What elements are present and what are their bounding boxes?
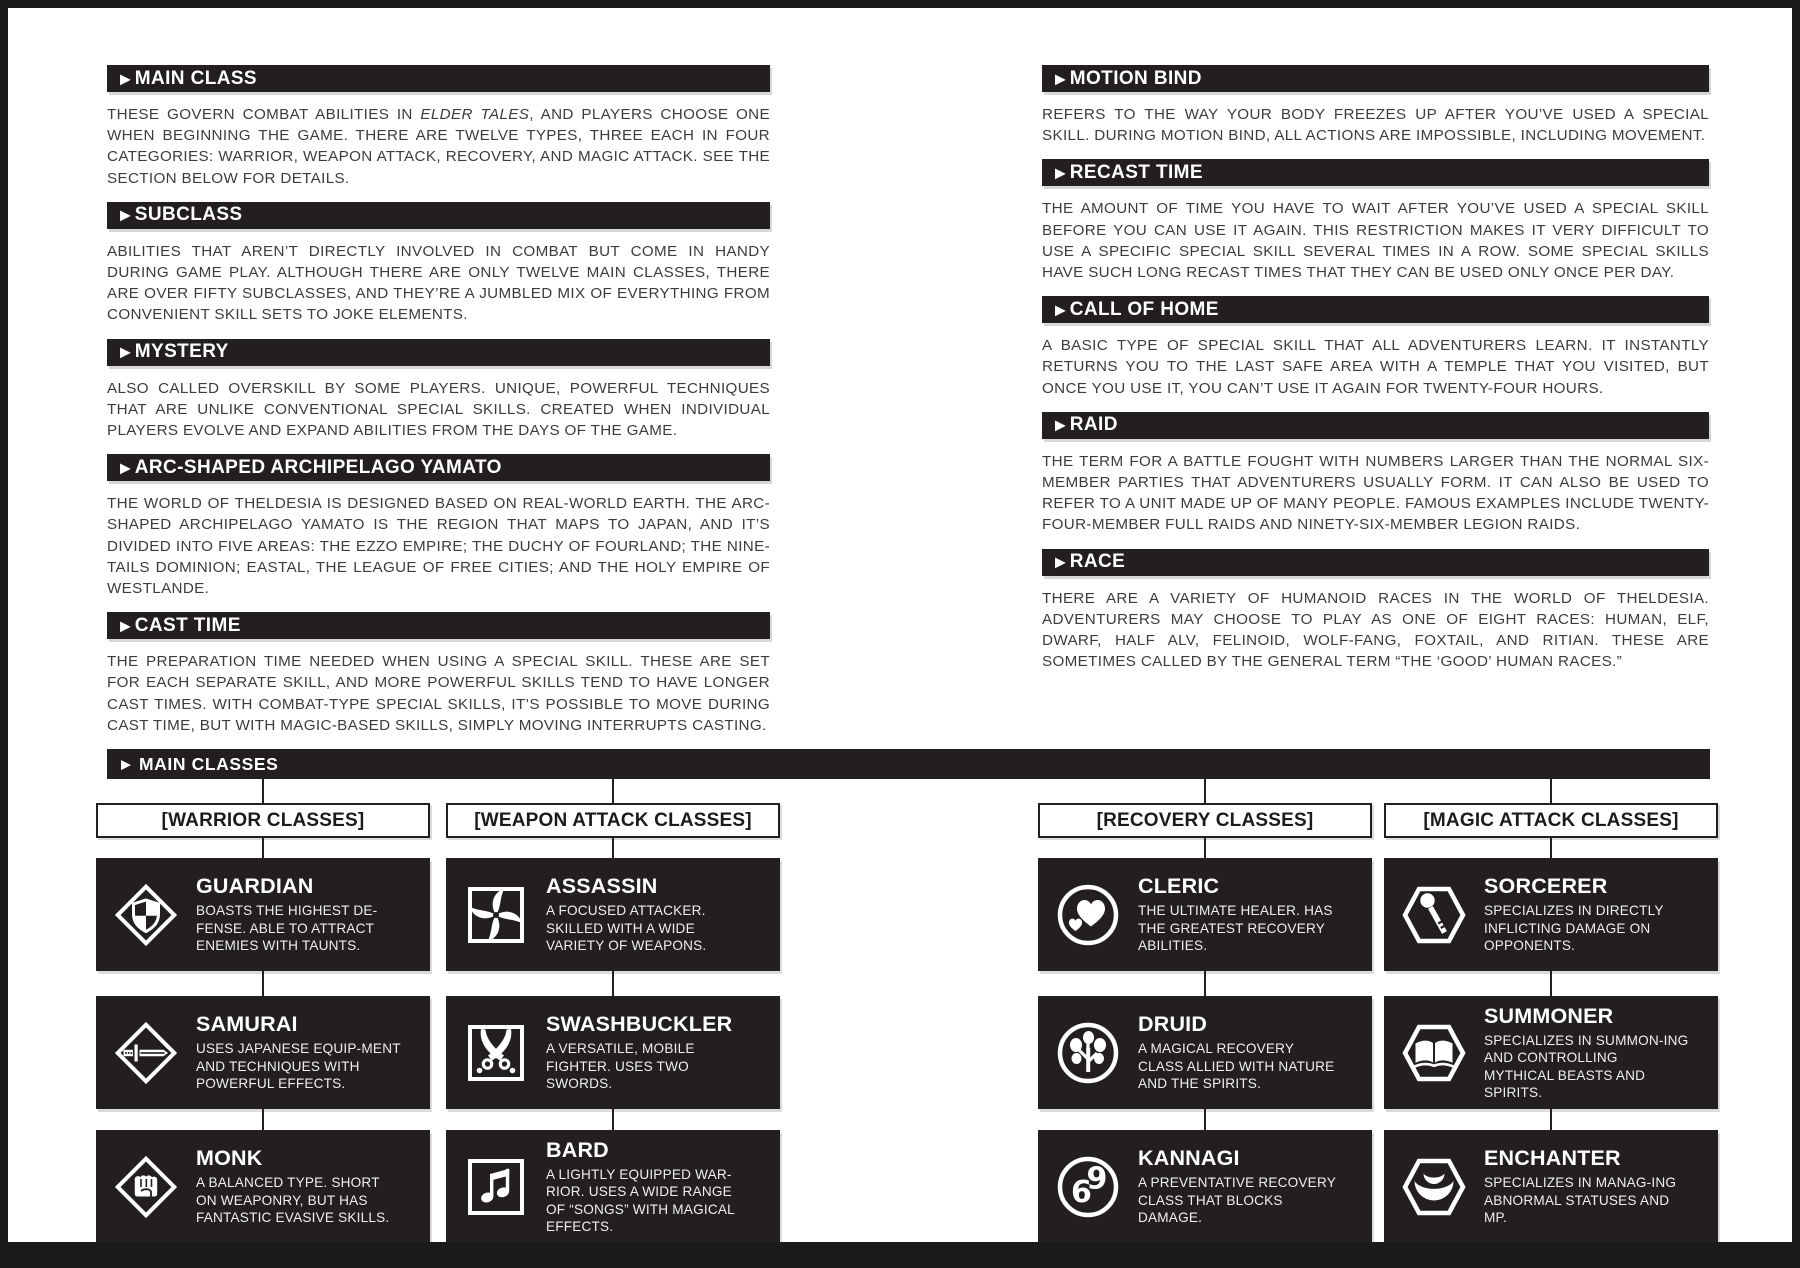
section-title: SUBCLASS bbox=[134, 204, 243, 226]
section-header bbox=[1042, 549, 1709, 576]
connector-line bbox=[1204, 971, 1206, 996]
section-title: ARC-SHAPED ARCHIPELAGO YAMATO bbox=[134, 456, 502, 478]
triangle-marker-icon: ▶ bbox=[1055, 301, 1066, 318]
class-desc: A BALANCED TYPE. SHORT ON WEAPONRY, BUT HAS FANTASTIC EVASIVE SKILLS. bbox=[196, 1175, 390, 1226]
class-name: GUARDIAN bbox=[196, 874, 314, 899]
section-body: THE WORLD OF THELDESIA IS DESIGNED BASED ON REAL-WORLD EARTH. THE ARC-SHAPED ARCHIPELAGO YAMATO IS THE REGION THAT MAPS TO JAPAN, AND IT’S DIVIDED INTO FIVE AREAS: THE EZZO EMPIRE; THE DUCHY OF FOURLAND; THE NINE-TAILS DOMINION; EASTAL, THE LEAGUE OF FREE CITIES; AND THE HOLY EMPIRE OF WESTLANDE. bbox=[107, 495, 770, 598]
class-name: SUMMONER bbox=[1484, 1003, 1614, 1028]
katana-sword-icon bbox=[96, 1014, 196, 1092]
connector-line bbox=[1204, 779, 1206, 803]
section-title: CAST TIME bbox=[134, 614, 241, 636]
tree-icon bbox=[1038, 1014, 1138, 1092]
section-header bbox=[107, 612, 770, 639]
section-header bbox=[1042, 159, 1709, 186]
connector-line bbox=[262, 838, 264, 858]
section-header bbox=[1042, 412, 1709, 439]
section-header bbox=[1042, 296, 1709, 323]
class-card-kannagi bbox=[1038, 1130, 1372, 1243]
class-tree bbox=[96, 779, 1718, 1243]
section-body: THE TERM FOR A BATTLE FOUGHT WITH NUMBERS LARGER THAN THE NORMAL SIX-MEMBER PARTIES THAT ADVENTURERS USUALLY FORM. IT CAN ALSO BE USED TO REFER TO A UNIT MADE UP OF MANY PEOPLE. FAMOUS EXAMPLES INCLUDE TWENTY-FOUR-MEMBER FULL RAIDS AND NINETY-SIX-MEMBER LEGION RAIDS. bbox=[1042, 452, 1709, 534]
shuriken-icon bbox=[446, 876, 546, 954]
section-title: RACE bbox=[1069, 551, 1126, 573]
section-body: A BASIC TYPE OF SPECIAL SKILL THAT ALL ADVENTURERS LEARN. IT INSTANTLY RETURNS YOU TO THE LAST SAFE AREA WITH A TEMPLE THAT YOU VISITED, BUT ONCE YOU USE IT, YOU CAN’T USE IT AGAIN FOR TWENTY-FOUR HOURS. bbox=[1042, 337, 1709, 397]
class-name: KANNAGI bbox=[1138, 1146, 1240, 1171]
class-desc: A LIGHTLY EQUIPPED WAR-RIOR. USES A WIDE RANGE OF “SONGS” WITH MAGICAL EFFECTS. bbox=[546, 1166, 735, 1234]
svg-text:6: 6 bbox=[1071, 1174, 1092, 1210]
class-card-monk bbox=[96, 1130, 430, 1243]
class-card-samurai bbox=[96, 996, 430, 1109]
magic-attack-classes-column bbox=[1384, 779, 1718, 1243]
glossary-left-column bbox=[107, 65, 770, 749]
section-body bbox=[107, 104, 770, 189]
section-body: THERE ARE A VARIETY OF HUMANOID RACES IN THE WORLD OF THELDESIA. ADVENTURERS MAY CHOOSE TO PLAY AS ONE OF EIGHT RACES: HUMAN, ELF, DWARF, HALF ALV, FELINOID, WOLF-FANG, FOXTAIL, AND RITIAN. THESE ARE SOMETIMES CALLED BY THE GENERAL TERM “THE ‘GOOD’ HUMAN RACES.” bbox=[1042, 589, 1709, 671]
weapon-attack-classes-column bbox=[446, 779, 780, 1243]
connector-line bbox=[262, 971, 264, 996]
recovery-classes-column bbox=[1038, 779, 1372, 1243]
triangle-marker-icon: ▶ bbox=[120, 459, 131, 476]
section-header bbox=[1042, 65, 1709, 92]
class-desc: A MAGICAL RECOVERY CLASS ALLIED WITH NATURE AND THE SPIRITS. bbox=[1138, 1041, 1335, 1092]
class-desc: A VERSATILE, MOBILE FIGHTER. USES TWO SWORDS. bbox=[546, 1041, 695, 1092]
class-desc: A PREVENTATIVE RECOVERY CLASS THAT BLOCKS DAMAGE. bbox=[1138, 1175, 1336, 1226]
body-text: , AND PLAYERS CHOOSE ONE WHEN BEGINNING THE GAME. THERE ARE TWELVE TYPES, THREE EACH IN FOUR CATEGORIES: WARRIOR, WEAPON ATTACK, RECOVERY, AND MAGIC ATTACK. SEE THE SECTION BELOW FOR DETAILS. bbox=[107, 106, 770, 187]
crossed-swords-icon bbox=[446, 1014, 546, 1092]
class-name: ASSASSIN bbox=[546, 874, 658, 899]
connector-line bbox=[1550, 779, 1552, 803]
connector-line bbox=[1550, 1109, 1552, 1130]
body-text-italic: ELDER TALES bbox=[420, 106, 530, 123]
magatama-69-icon bbox=[1038, 1148, 1138, 1226]
clenched-fist-icon bbox=[96, 1148, 196, 1226]
triangle-marker-icon: ▶ bbox=[120, 617, 131, 634]
class-desc: SPECIALIZES IN MANAG-ING ABNORMAL STATUSES AND MP. bbox=[1484, 1175, 1677, 1226]
section-title: MAIN CLASS bbox=[134, 67, 258, 89]
main-classes-title: MAIN CLASSES bbox=[139, 753, 279, 774]
glossary-entry-race bbox=[1042, 549, 1709, 673]
connector-line bbox=[612, 971, 614, 996]
triangle-marker-icon: ▶ bbox=[1055, 164, 1066, 181]
glossary-entry-raid bbox=[1042, 412, 1709, 536]
music-notes-icon bbox=[446, 1148, 546, 1226]
section-title: CALL OF HOME bbox=[1069, 298, 1219, 320]
triangle-marker-icon: ▶ bbox=[121, 756, 131, 772]
class-desc: A FOCUSED ATTACKER. SKILLED WITH A WIDE VARIETY OF WEAPONS. bbox=[546, 903, 707, 954]
glossary-entry-call-of-home bbox=[1042, 296, 1709, 399]
class-name: DRUID bbox=[1138, 1012, 1208, 1037]
section-title: MOTION BIND bbox=[1069, 67, 1202, 89]
connector-line bbox=[262, 1109, 264, 1130]
class-card-assassin bbox=[446, 858, 780, 971]
quartered-shield-icon bbox=[96, 876, 196, 954]
class-name: CLERIC bbox=[1138, 874, 1220, 899]
class-name: SAMURAI bbox=[196, 1012, 298, 1037]
body-text: THESE GOVERN COMBAT ABILITIES IN bbox=[107, 106, 421, 123]
section-header bbox=[107, 202, 770, 229]
class-card-swashbuckler bbox=[446, 996, 780, 1109]
glossary-entry-yamato bbox=[107, 454, 770, 599]
class-desc: BOASTS THE HIGHEST DE-FENSE. ABLE TO ATTRACT ENEMIES WITH TAUNTS. bbox=[196, 903, 378, 954]
category-box-magic-attack: [MAGIC ATTACK CLASSES] bbox=[1384, 803, 1718, 838]
class-desc: THE ULTIMATE HEALER. HAS THE GREATEST RECOVERY ABILITIES. bbox=[1138, 903, 1333, 954]
connector-line bbox=[1204, 838, 1206, 858]
glossary-right-column bbox=[1042, 65, 1709, 685]
main-classes-header bbox=[107, 749, 1710, 779]
class-name: SWASHBUCKLER bbox=[546, 1012, 733, 1037]
connector-line bbox=[262, 779, 264, 803]
class-name: SORCERER bbox=[1484, 874, 1608, 899]
class-card-enchanter bbox=[1384, 1130, 1718, 1243]
section-body: THE AMOUNT OF TIME YOU HAVE TO WAIT AFTER YOU’VE USED A SPECIAL SKILL BEFORE YOU CAN USE IT AGAIN. THIS RESTRICTION MAKES IT VERY DIFFICULT TO USE A SPECIFIC SPECIAL SKILL SEVERAL TIMES IN A ROW. SOME SPECIAL SKILLS HAVE SUCH LONG RECAST TIMES THAT THEY CAN BE USED ONLY ONCE PER DAY. bbox=[1042, 200, 1709, 282]
section-body: ABILITIES THAT AREN’T DIRECTLY INVOLVED IN COMBAT BUT COME IN HANDY DURING GAME PLAY. ALTHOUGH THERE ARE ONLY TWELVE MAIN CLASSES, THERE ARE OVER FIFTY SUBCLASSES, AND THEY’RE A JUMBLED MIX OF EVERYTHING FROM CONVENIENT SKILL SETS TO JOKE ELEMENTS. bbox=[107, 242, 770, 324]
magic-wand-icon bbox=[1384, 876, 1484, 954]
category-box-weapon-attack: [WEAPON ATTACK CLASSES] bbox=[446, 803, 780, 838]
section-title: MYSTERY bbox=[134, 341, 229, 363]
section-body: THE PREPARATION TIME NEEDED WHEN USING A SPECIAL SKILL. THESE ARE SET FOR EACH SEPARATE SKILL, AND MORE POWERFUL SKILLS TEND TO HAVE LONGER CAST TIMES. WITH COMBAT-TYPE SPECIAL SKILLS, IT’S POSSIBLE TO MOVE DURING CAST TIME, BUT WITH MAGIC-BASED SKILLS, SIMPLY MOVING INTERRUPTS CASTING. bbox=[107, 653, 770, 734]
glossary-entry-main-class bbox=[107, 65, 770, 189]
class-card-bard bbox=[446, 1130, 780, 1243]
section-header bbox=[107, 65, 770, 92]
class-card-guardian bbox=[96, 858, 430, 971]
connector-line bbox=[1204, 1109, 1206, 1130]
triangle-marker-icon: ▶ bbox=[120, 343, 131, 360]
glossary bbox=[107, 65, 1718, 749]
category-box-recovery: [RECOVERY CLASSES] bbox=[1038, 803, 1372, 838]
triangle-marker-icon: ▶ bbox=[1055, 416, 1066, 433]
section-body: ALSO CALLED OVERSKILL BY SOME PLAYERS. UNIQUE, POWERFUL TECHNIQUES THAT ARE UNLIKE CONVENTIONAL SPECIAL SKILLS. CREATED WHEN INDIVIDUAL PLAYERS EVOLVE AND EXPAND ABILITIES FROM THE DAYS OF THE GAME. bbox=[107, 379, 770, 440]
connector-line bbox=[612, 838, 614, 858]
connector-line bbox=[1550, 971, 1552, 996]
class-name: MONK bbox=[196, 1146, 263, 1171]
connector-line bbox=[612, 1109, 614, 1130]
class-card-sorcerer bbox=[1384, 858, 1718, 971]
warrior-classes-column bbox=[96, 779, 430, 1243]
triangle-marker-icon: ▶ bbox=[1055, 70, 1066, 86]
glossary-entry-recast-time bbox=[1042, 159, 1709, 283]
section-title: RECAST TIME bbox=[1069, 161, 1203, 183]
class-desc: USES JAPANESE EQUIP-MENT AND TECHNIQUES WITH POWERFUL EFFECTS. bbox=[196, 1041, 401, 1092]
triangle-marker-icon: ▶ bbox=[1055, 553, 1066, 570]
class-name: BARD bbox=[546, 1137, 609, 1162]
class-desc: SPECIALIZES IN SUMMON-ING AND CONTROLLING MYTHICAL BEASTS AND SPIRITS. bbox=[1484, 1032, 1689, 1100]
class-desc: SPECIALIZES IN DIRECTLY INFLICTING DAMAGE ON OPPONENTS. bbox=[1484, 903, 1664, 954]
page-content bbox=[8, 8, 1792, 1243]
class-card-cleric bbox=[1038, 858, 1372, 971]
glossary-entry-mystery bbox=[107, 339, 770, 442]
triangle-marker-icon: ▶ bbox=[120, 206, 131, 223]
double-hearts-icon bbox=[1038, 876, 1138, 954]
glossary-entry-motion-bind bbox=[1042, 65, 1709, 146]
connector-line bbox=[1550, 838, 1552, 858]
glossary-entry-subclass bbox=[107, 202, 770, 326]
category-box-warrior: [WARRIOR CLASSES] bbox=[96, 803, 430, 838]
open-book-icon bbox=[1384, 1014, 1484, 1092]
triangle-marker-icon: ▶ bbox=[120, 70, 131, 86]
class-name: ENCHANTER bbox=[1484, 1146, 1621, 1171]
glossary-entry-cast-time bbox=[107, 612, 770, 736]
connector-line bbox=[612, 779, 614, 803]
section-header bbox=[107, 454, 770, 481]
section-header bbox=[107, 339, 770, 366]
class-card-summoner bbox=[1384, 996, 1718, 1109]
section-body: REFERS TO THE WAY YOUR BODY FREEZES UP AFTER YOU’VE USED A SPECIAL SKILL. DURING MOTION BIND, ALL ACTIONS ARE IMPOSSIBLE, INCLUDING MOVEMENT. bbox=[1042, 106, 1709, 145]
svg-text:9: 9 bbox=[1086, 1161, 1108, 1197]
class-card-druid bbox=[1038, 996, 1372, 1109]
double-crescent-icon bbox=[1384, 1148, 1484, 1226]
section-title: RAID bbox=[1069, 414, 1118, 436]
